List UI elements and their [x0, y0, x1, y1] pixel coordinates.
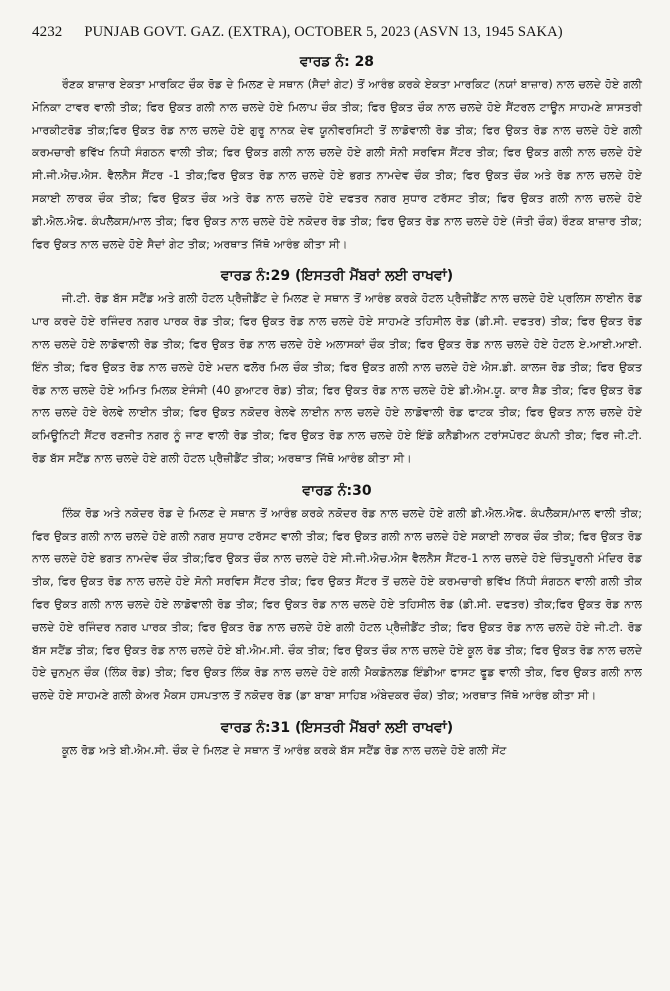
page-number: 4232 — [32, 24, 63, 40]
ward-31-boundary-text: ਕੂਲ ਰੋਡ ਅਤੇ ਬੀ.ਐਮ.ਸੀ. ਚੌਕ ਦੇ ਮਿਲਣ ਦੇ ਸਥਾਨ ਤੋਂ ਆਰੰਭ ਕਰਕੇ ਬੱਸ ਸਟੈਂਡ ਰੋਡ ਨਾਲ ਚਲਦੇ ਹੋਏ ਗਲੀ ਸੇਂਟ — [62, 743, 507, 757]
ward-31-section — [32, 718, 642, 763]
ward-28-heading: ਵਾਰਡ ਨੰ: 28 — [299, 54, 375, 70]
ward-30-boundary-text: ਲਿੰਕ ਰੋਡ ਅਤੇ ਨਕੋਦਰ ਰੋਡ ਦੇ ਮਿਲਣ ਦੇ ਸਥਾਨ ਤੋਂ ਆਰੰਭ ਕਰਕੇ ਨਕੋਦਰ ਰੋਡ ਨਾਲ ਚਲਦੇ ਹੋਏ ਗਲੀ ਡੀ.ਐਲ.ਐਫ. ਕੰਪਲੈਕਸ/ਮਾਲ ਵਾਲੀ ਤੀਕ; ਫਿਰ ਉਕਤ ਗਲੀ ਨਾਲ ਚਲਦੇ ਹੋਏ ਗਲੀ ਨਗਰ ਸੁਧਾਰ ਟਰੱਸਟ ਵਾਲੀ ਤੀਕ; ਫਿਰ ਉਕਤ ਗਲੀ ਨਾਲ ਚਲਦੇ ਹੋਏ ਸਕਾਈ ਲਾਰਕ ਚੌਕ ਤੀਕ; ਫਿਰ ਉਕਤ ਰੋਡ ਨਾਲ ਚਲਦੇ ਹੋਏ ਭਗਤ ਨਾਮਦੇਵ ਚੌਕ ਤੀਕ;ਫਿਰ ਉਕਤ ਚੌਕ ਨਾਲ ਚਲਦੇ ਹੋਏ ਸੀ.ਜੀ.ਐਚ.ਐਸ ਵੈਲਨੈਸ ਸੈਂਟਰ-1 ਨਾਲ ਚਲਦੇ ਹੋਏ ਚਿੰਤਪੂਰਨੀ ਮੰਦਿਰ ਰੋਡ ਤੀਕ, ਫਿਰ ਉਕਤ ਰੋਡ ਨਾਲ ਚਲਦੇ ਹੋਏ ਸੋਨੀ ਸਰਵਿਸ ਸੈਂਟਰ ਤੀਕ; ਫਿਰ ਉਕਤ ਸੈਂਟਰ ਤੋਂ ਚਲਦੇ ਹੋਏ ਕਰਮਚਾਰੀ ਭਵਿੱਖ ਨਿੱਧੀ ਸੰਗਠਨ ਵਾਲੀ ਗਲੀ ਤੀਕ ਫਿਰ ਉਕਤ ਗਲੀ ਨਾਲ ਚਲਦੇ ਹੋਏ ਲਾਡੋਵਾਲੀ ਰੋਡ ਤੀਕ; ਫਿਰ ਉਕਤ ਰੋਡ ਨਾਲ ਚਲਦੇ ਹੋਏ ਤਹਿਸੀਲ ਰੋਡ (ਡੀ.ਸੀ. ਦਫਤਰ) ਤੀਕ;ਫਿਰ ਉਕਤ ਰੋਡ ਨਾਲ ਚਲਦੇ ਹੋਏ ਰਜਿੰਦਰ ਨਗਰ ਪਾਰਕ ਤੀਕ; ਫਿਰ ਉਕਤ ਰੋਡ ਨਾਲ ਚਲਦੇ ਹੋਏ ਗਲੀ ਹੋਟਲ ਪ੍ਰੈਜ਼ੀਡੈਂਟ ਤੀਕ; ਫਿਰ ਉਕਤ ਰੋਡ ਨਾਲ ਚਲਦੇ ਹੋਏ ਜੀ.ਟੀ. ਰੋਡ ਬੱਸ ਸਟੈਂਡ ਤੀਕ; ਫਿਰ ਉਕਤ ਰੋਡ ਨਾਲ ਚਲਦੇ ਹੋਏ ਬੀ.ਐਮ.ਸੀ. ਚੌਕ ਤੀਕ; ਫਿਰ ਉਕਤ ਚੌਕ ਨਾਲ ਚਲਦੇ ਹੋਏ ਕੂਲ ਰੋਡ ਤੀਕ; ਫਿਰ ਉਕਤ ਰੋਡ ਨਾਲ ਚਲਦੇ ਹੋਏ ਚੁਨਮੁਨ ਚੌਕ (ਲਿੰਕ ਰੋਡ) ਤੀਕ; ਫਿਰ ਉਕਤ ਲਿੰਕ ਰੋਡ ਨਾਲ ਚਲਦੇ ਹੋਏ ਗਲੀ ਮੈਕਡੋਨਲਡ ਇੰਡੀਆ ਫਾਸਟ ਫੂਡ ਵਾਲੀ ਤੀਕ, ਫਿਰ ਉਕਤ ਗਲੀ ਨਾਲ ਚਲਦੇ ਹੋਏ ਸਾਹਮਣੇ ਗਲੀ ਕੇਅਰ ਮੈਕਸ ਹਸਪਤਾਲ ਤੋਂ ਨਕੋਦਰ ਰੋਡ (ਡਾ ਬਾਬਾ ਸਾਹਿਬ ਅੰਬੇਦਕਰ ਚੌਕ) ਤੀਕ; ਅਰਥਾਤ ਜਿੱਥੋ ਆਰੰਭ ਕੀਤਾ ਸੀ। — [32, 506, 642, 703]
ward-29-section — [32, 266, 642, 470]
page-header — [32, 0, 642, 40]
ward-30-heading: ਵਾਰਡ ਨੰ:30 — [302, 482, 372, 499]
ward-30-section — [32, 481, 642, 708]
ward-28-section — [32, 52, 642, 256]
ward-31-heading: ਵਾਰਡ ਨੰ:31 (ਇਸਤਰੀ ਮੈਂਬਰਾਂ ਲਈ ਰਾਖਵਾਂ) — [220, 719, 454, 736]
ward-29-heading: ਵਾਰਡ ਨੰ:29 (ਇਸਤਰੀ ਮੈਂਬਰਾਂ ਲਈ ਰਾਖਵਾਂ) — [220, 268, 454, 285]
ward-28-boundary-text: ਰੌਣਕ ਬਾਜ਼ਾਰ ਏਕਤਾ ਮਾਰਕਿਟ ਚੌਕ ਰੋਡ ਦੇ ਮਿਲਣ ਦੇ ਸਥਾਨ (ਸੈਦਾਂ ਗੇਟ) ਤੋਂ ਆਰੰਭ ਕਰਕੇ ਏਕਤਾ ਮਾਰਕਿਟ (ਨਯਾਂ ਬਾਜ਼ਾਰ) ਨਾਲ ਚਲਦੇ ਹੋਏ ਗਲੀ ਮੋਨਿਕਾ ਟਾਵਰ ਵਾਲੀ ਤੀਕ; ਫਿਰ ਉਕਤ ਗਲੀ ਨਾਲ ਚਲਦੇ ਹੋਏ ਮਿਲਾਪ ਚੌਕ ਤੀਕ; ਫਿਰ ਉਕਤ ਚੌਕ ਨਾਲ ਚਲਦੇ ਹੋਏ ਸੈਂਟਰਲ ਟਾਊਨ ਸਾਹਮਣੇ ਸ਼ਾਸਤਰੀ ਮਾਰਕੀਟਰੋਡ ਤੀਕ;ਫਿਰ ਉਕਤ ਰੋਡ ਨਾਲ ਚਲਦੇ ਹੋਏ ਗੁਰੂ ਨਾਨਕ ਦੇਵ ਯੂਨੀਵਰਸਿਟੀ ਤੋਂ ਲਾਡੋਵਾਲੀ ਰੋਡ ਤੀਕ; ਫਿਰ ਉਕਤ ਰੋਡ ਨਾਲ ਚਲਦੇ ਹੋਏ ਗਲੀ ਕਰਮਚਾਰੀ ਭਵਿੱਖ ਨਿਧੀ ਸੰਗਠਨ ਵਾਲੀ ਤੀਕ; ਫਿਰ ਉਕਤ ਗਲੀ ਨਾਲ ਚਲਦੇ ਹੋਏ ਗਲੀ ਸੋਨੀ ਸਰਵਿਸ ਸੈਂਟਰ ਤੀਕ; ਫਿਰ ਉਕਤ ਗਲੀ ਨਾਲ ਚਲਦੇ ਹੋਏ ਸੀ.ਜੀ.ਐਚ.ਐਸ. ਵੈਲਨੈਸ ਸੈਂਟਰ -1 ਤੀਕ;ਫਿਰ ਉਕਤ ਰੋਡ ਨਾਲ ਚਲਦੇ ਹੋਏ ਭਗਤ ਨਾਮਦੇਵ ਚੌਕ ਤੀਕ; ਫਿਰ ਉਕਤ ਚੌਕ ਅਤੇ ਰੋਡ ਨਾਲ ਚਲਦੇ ਹੋਏ ਸਕਾਈ ਲਾਰਕ ਚੌਕ ਤੀਕ; ਫਿਰ ਉਕਤ ਚੌਕ ਅਤੇ ਰੋਡ ਨਾਲ ਚਲਦੇ ਹੋਏ ਦਫਤਰ ਨਗਰ ਸੁਧਾਰ ਟਰੱਸਟ ਤੀਕ; ਫਿਰ ਉਕਤ ਗਲੀ ਨਾਲ ਚਲਦੇ ਹੋਏ ਡੀ.ਐਲ.ਐਫ. ਕੰਪਲੈਕਸ/ਮਾਲ ਤੀਕ; ਫਿਰ ਉਕਤ ਨਾਲ ਚਲਦੇ ਹੋਏ ਨਕੋਦਰ ਰੋਡ ਤੀਕ; ਫਿਰ ਉਕਤ ਰੋਡ ਨਾਲ ਚਲਦੇ ਹੋਏ (ਜੋਤੀ ਚੌਕ) ਰੌਣਕ ਬਾਜ਼ਾਰ ਤੀਕ; ਫਿਰ ਉਕਤ ਨਾਲ ਚਲਦੇ ਹੋਏ ਸੈਦਾਂ ਗੇਟ ਤੀਕ; ਅਰਥਾਤ ਜਿੱਥੋ ਆਰੰਭ ਕੀਤਾ ਸੀ। — [32, 78, 642, 251]
ward-29-boundary-text: ਜੀ.ਟੀ. ਰੋਡ ਬੱਸ ਸਟੈਂਡ ਅਤੇ ਗਲੀ ਹੋਟਲ ਪ੍ਰੈਜ਼ੀਡੈਂਟ ਦੇ ਮਿਲਣ ਦੇ ਸਥਾਨ ਤੋਂ ਆਰੰਭ ਕਰਕੇ ਹੋਟਲ ਪ੍ਰੈਜ਼ੀਡੈਂਟ ਨਾਲ ਚਲਦੇ ਹੋਏ ਪ੍ਰਲਿਸ ਲਾਈਨ ਰੋਡ ਪਾਰ ਕਰਦੇ ਹੋਏ ਰਜਿੰਦਰ ਨਗਰ ਪਾਰਕ ਰੋਡ ਤੀਕ; ਫਿਰ ਉਕਤ ਰੋਡ ਨਾਲ ਚਲਦੇ ਹੋਏ ਸਾਹਮਣੇ ਤਹਿਸੀਲ ਰੋਡ (ਡੀ.ਸੀ. ਦਫਤਰ) ਤੀਕ; ਫਿਰ ਉਕਤ ਰੋਡ ਨਾਲ ਚਲਦੇ ਹੋਏ ਲਾਡੋਵਾਲੀ ਰੋਡ ਤੀਕ; ਫਿਰ ਉਕਤ ਰੋਡ ਨਾਲ ਚਲਦੇ ਹੋਏ ਅਲਾਸਕਾਂ ਚੌਕ ਤੀਕ; ਫਿਰ ਉਕਤ ਰੋਡ ਨਾਲ ਚਲਦੇ ਹੋਏ ਹੋਟਲ ਏ.ਆਈ.ਆਈ. ਇੰਨ ਤੀਕ; ਫਿਰ ਉਕਤ ਰੋਡ ਨਾਲ ਚਲਦੇ ਹੋਏ ਮਦਨ ਫਲੋਰ ਮਿਲ ਚੌਕ ਤੀਕ; ਫਿਰ ਉਕਤ ਗਲੀ ਨਾਲ ਚਲਦੇ ਹੋਏ ਐਸ.ਡੀ. ਕਾਲਜ ਰੋਡ ਤੀਕ; ਫਿਰ ਉਕਤ ਰੋਡ ਨਾਲ ਚਲਦੇ ਹੋਏ ਅਮਿਤ ਮਿਲਕ ਏਜੰਸੀ (40 ਕੁਆਟਰ ਰੋਡ) ਤੀਕ; ਫਿਰ ਉਕਤ ਰੋਡ ਨਾਲ ਚਲਦੇ ਹੋਏ ਡੀ.ਐਮ.ਯੂ. ਕਾਰ ਸ਼ੈਡ ਤੀਕ; ਫਿਰ ਉਕਤ ਰੋਡ ਨਾਲ ਚਲਦੇ ਹੋਏ ਰੇਲਵੇ ਲਾਈਨ ਤੀਕ; ਫਿਰ ਉਕਤ ਨਕੋਦਰ ਰੇਲਵੇ ਲਾਈਨ ਨਾਲ ਚਲਦੇ ਹੋਏ ਲਾਡੋਵਾਲੀ ਰੋਡ ਫਾਟਕ ਤੀਕ; ਫਿਰ ਉਕਤ ਨਾਲ ਚਲਦੇ ਹੋਏ ਕਮਿਊਨਿਟੀ ਸੈਂਟਰ ਰਣਜੀਤ ਨਗਰ ਨੂੰ ਜਾਣ ਵਾਲੀ ਰੋਡ ਤੀਕ; ਫਿਰ ਉਕਤ ਰੋਡ ਨਾਲ ਚਲਦੇ ਹੋਏ ਇੰਡੋ ਕਨੈਡੀਅਨ ਟਰਾਂਸਪੋਰਟ ਕੰਪਨੀ ਤੀਕ; ਫਿਰ ਜੀ.ਟੀ. ਰੋਡ ਬੱਸ ਸਟੈਂਡ ਨਾਲ ਚਲਦੇ ਹੋਏ ਗਲੀ ਹੋਟਲ ਪ੍ਰੈਜ਼ੀਡੈਂਟ ਤੀਕ; ਅਰਥਾਤ ਜਿੱਥੋ ਆਰੰਭ ਕੀਤਾ ਸੀ। — [32, 292, 642, 465]
gazette-title: PUNJAB GOVT. GAZ. (EXTRA), OCTOBER 5, 2023 (ASVN 13, 1945 SAKA) — [84, 24, 563, 40]
